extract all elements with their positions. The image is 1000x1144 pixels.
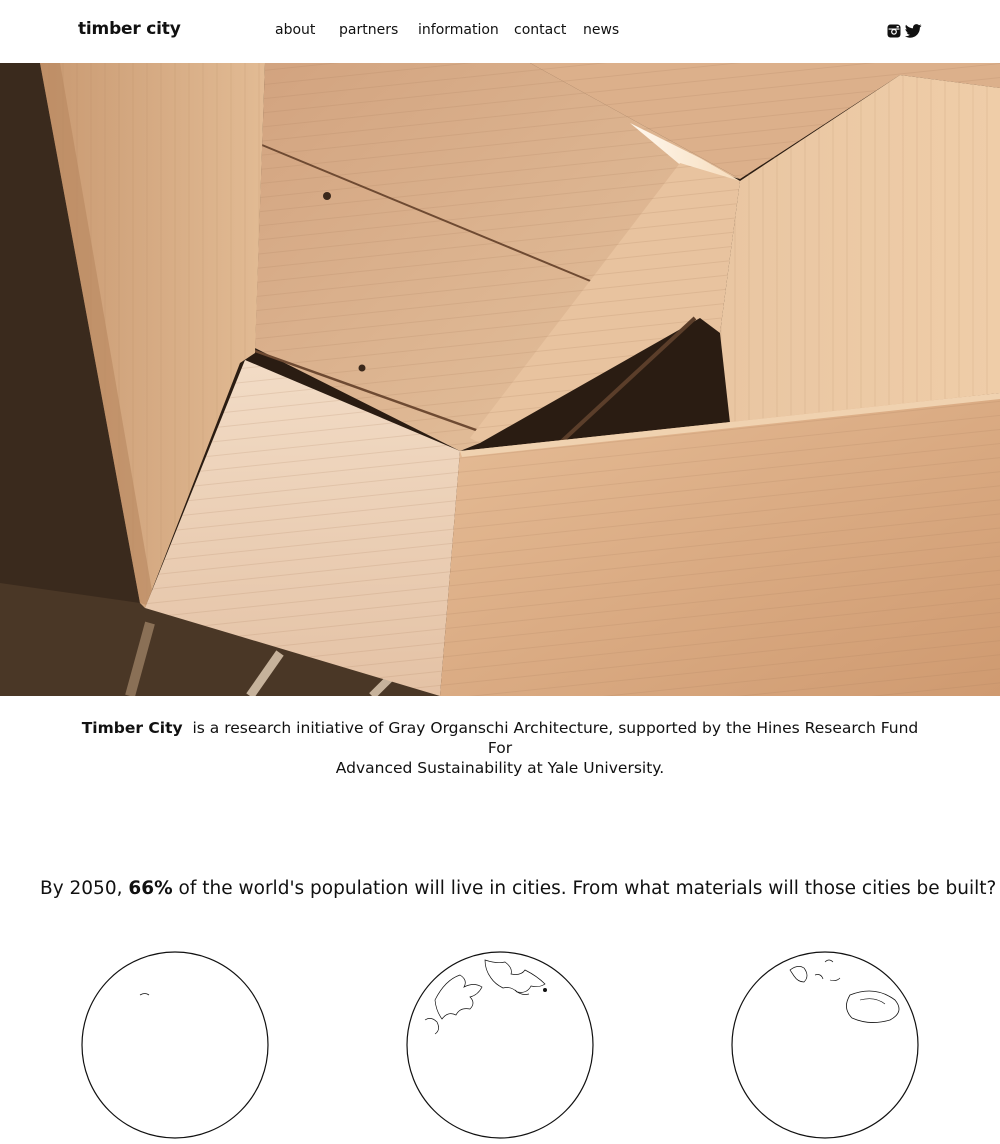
instagram-icon[interactable] <box>887 23 903 39</box>
nav-contact[interactable]: contact <box>514 22 567 38</box>
question-heading <box>40 878 997 899</box>
nav-information[interactable]: information <box>418 22 499 38</box>
logo-link[interactable]: timber city <box>78 19 181 39</box>
question-suffix: of the world's population will live in cities. From what materials will those cities be built? <box>178 878 997 899</box>
intro-text <box>80 718 920 778</box>
question-percent: 66% <box>128 878 173 899</box>
site-header <box>0 0 1000 63</box>
twitter-icon[interactable] <box>905 23 923 39</box>
nav-news[interactable]: news <box>583 22 620 38</box>
globe-partial <box>730 950 920 1140</box>
question-prefix: By 2050, <box>40 878 123 899</box>
timber-interior-photo <box>0 63 1000 696</box>
nav-about[interactable]: about <box>275 22 316 38</box>
nav-partners[interactable]: partners <box>339 22 399 38</box>
intro-line1: is a research initiative of Gray Organschi Architecture, supported by the Hines Research Fund For <box>192 719 919 757</box>
intro-line2: Advanced Sustainability at Yale University. <box>335 759 665 777</box>
intro-strong: Timber City <box>81 719 183 737</box>
globe-plain <box>80 950 270 1140</box>
globe-continents <box>405 950 595 1140</box>
hero-image <box>0 63 1000 696</box>
